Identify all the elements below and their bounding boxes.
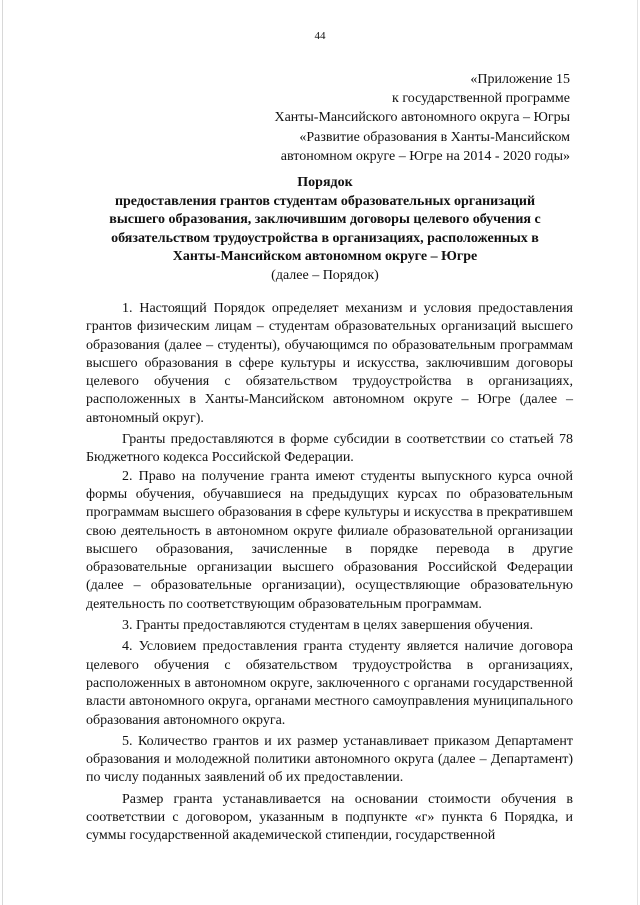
appendix-line-4: «Развитие образования в Ханты-Мансийском bbox=[299, 129, 570, 145]
title-heading: Порядок bbox=[297, 175, 353, 190]
appendix-line-2: к государственной программе bbox=[392, 91, 570, 107]
scan-edge-left bbox=[2, 0, 3, 905]
title-note: (далее – Порядок) bbox=[271, 267, 379, 283]
title-line-4: Ханты-Мансийском автономном округе – Югре bbox=[172, 249, 478, 264]
scan-edge-right bbox=[637, 0, 638, 905]
document-title bbox=[70, 174, 580, 285]
appendix-line-3: Ханты-Мансийского автономного округа – Югры bbox=[274, 110, 570, 126]
appendix-line-1: «Приложение 15 bbox=[470, 72, 570, 87]
title-line-2: высшего образования, заключившим договоры целевого обучения с bbox=[109, 212, 541, 227]
title-line-1: предоставления грантов студентам образовательных организаций bbox=[114, 193, 536, 209]
appendix-header bbox=[274, 70, 570, 166]
paragraph-1: 1. Настоящий Порядок определяет механизм и условия предоставления грантов физическим лицам – студентам образовательных организаций высшего образования (далее – студенты), обучающимся по образовательным программам высшего образования в сфере культуры и искусства, заключившим договоры целевого обучения с обязательством трудоустройства в организациях, расположенных в Ханты-Мансийском автономном округе – Югре (далее – автономный округ). bbox=[86, 301, 573, 426]
paragraph-5: 4. Условием предоставления гранта студенту является наличие договора целевого обучения с обязательством трудоустройства в организациях, расположенных в автономном округе, заключенного с органами государственной власти автономного округа, органами местного самоуправления муниципального образования автономного округа. bbox=[86, 639, 573, 728]
page-number: 44 bbox=[314, 30, 326, 42]
title-line-3: обязательством трудоустройства в организациях, расположенных в bbox=[111, 230, 539, 246]
appendix-line-5: автономном округе – Югре на 2014 - 2020 годы» bbox=[280, 148, 570, 164]
paragraph-4: 3. Гранты предоставляются студентам в целях завершения обучения. bbox=[122, 618, 534, 634]
document-body bbox=[86, 300, 573, 846]
paragraph-2: Гранты предоставляются в форме субсидии в соответствии со статьей 78 Бюджетного кодекса Российской Федерации. bbox=[86, 432, 573, 466]
paragraph-6: 5. Количество грантов и их размер устанавливает приказом Департамент образования и молодежной политики автономного округа (далее – Департамент) по числу поданных заявлений об их предоставлении. bbox=[86, 733, 573, 786]
paragraph-3: 2. Право на получение гранта имеют студенты выпускного курса очной формы обучения, обучавшиеся на предыдущих курсах по образовательным программам высшего образования в сфере культуры и искусства в прекратившем свою деятельность в автономном округе филиале образовательной организации высшего образования, зачисленные в порядке перевода в другие образовательные организации высшего образования Российской Федерации (далее – образовательные организации), осуществляющие образовательную деятельность по соответствующим образовательным программам. bbox=[86, 468, 573, 612]
paragraph-7: Размер гранта устанавливается на основании стоимости обучения в соответствии с договором, указанным в подпункте «г» пункта 6 Порядка, и суммы государственной академической стипендии, государственной bbox=[86, 791, 573, 844]
